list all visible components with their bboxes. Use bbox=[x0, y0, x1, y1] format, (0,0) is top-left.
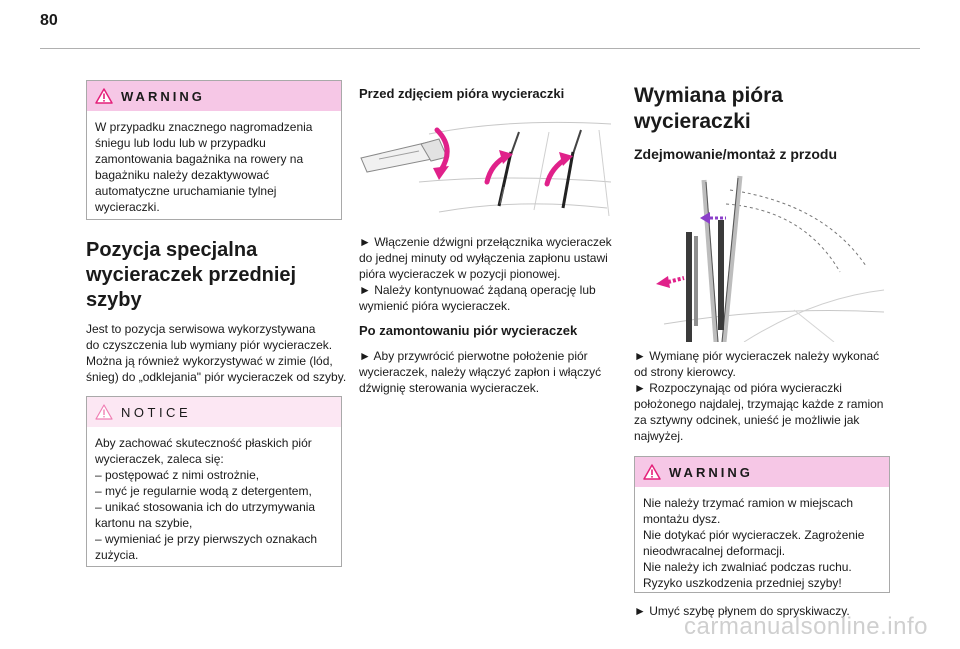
warning-title: WARNING bbox=[669, 464, 753, 480]
warning-triangle-icon bbox=[643, 464, 661, 480]
section-title-line: Pozycja specjalna bbox=[86, 239, 258, 261]
warning-triangle-icon bbox=[95, 88, 113, 104]
text-line: bagażniku należy dezaktywować bbox=[95, 168, 270, 182]
arrow-pink bbox=[656, 276, 684, 288]
text-line: dźwignię sterowania wycieraczek. bbox=[359, 381, 540, 395]
warning-box-2 bbox=[634, 456, 890, 593]
text-line: najwyżej. bbox=[634, 429, 684, 443]
text-line: położonego najdalej, trzymając każde z ramion bbox=[634, 397, 884, 411]
text-line: Aby zachować skuteczność płaskich piór bbox=[95, 436, 312, 450]
text-line: ► Należy kontynuować żądaną operację lub bbox=[359, 283, 596, 297]
main-title: Wymiana pióra wycieraczki bbox=[634, 84, 783, 133]
text-line: zamontowania bagażnika na rowery na bbox=[95, 152, 304, 166]
text-line: wymienić pióra wycieraczek. bbox=[359, 299, 511, 313]
text-line: – unikać stosowania ich do utrzymywania bbox=[95, 500, 316, 514]
text-line: nieodwracalnej deformacji. bbox=[643, 544, 786, 558]
text-line: od strony kierowcy. bbox=[634, 365, 736, 379]
text-line: wycieraczki. bbox=[95, 200, 160, 214]
column-3 bbox=[634, 83, 890, 619]
text-line: pióra wycieraczek w pozycji pionowej. bbox=[359, 267, 561, 281]
warning-text bbox=[635, 487, 889, 600]
notice-title: NOTICE bbox=[121, 404, 192, 420]
notice-box bbox=[86, 396, 342, 567]
section-text bbox=[86, 321, 347, 385]
notice-triangle-icon bbox=[95, 404, 113, 420]
footer-watermark[interactable]: carmanualsonline.info bbox=[684, 613, 928, 640]
text-line: Można ją również wykorzystywać w zimie (lód, bbox=[86, 354, 333, 368]
text-line: montażu dysz. bbox=[643, 512, 721, 526]
wiper-lever-illustration bbox=[359, 112, 615, 224]
text-line: do czyszczenia lub wymiany piór wycieraczek. bbox=[86, 338, 333, 352]
warning-title: WARNING bbox=[121, 88, 205, 104]
text-line: do jednej minuty od wyłączenia zapłonu ustawi bbox=[359, 251, 608, 265]
section-title bbox=[86, 238, 342, 313]
text-line: Nie należy ich zwalniać podczas ruchu. bbox=[643, 560, 852, 574]
text-line: – myć je regularnie wodą z detergentem, bbox=[95, 484, 312, 498]
text-line: ► Aby przywrócić pierwotne położenie piór bbox=[359, 349, 588, 363]
text-line: ► Włączenie dźwigni przełącznika wycieraczek bbox=[359, 235, 612, 249]
text-line: Nie dotykać piór wycieraczek. Zagrożenie bbox=[643, 528, 865, 542]
warning-box-header bbox=[635, 457, 889, 487]
after-installation-text bbox=[359, 348, 615, 396]
column-1 bbox=[86, 80, 347, 567]
section-title-line: wycieraczek przedniej szyby bbox=[86, 264, 297, 311]
notice-text bbox=[87, 427, 341, 572]
text-line: Ryzyko uszkodzenia przedniej szyby! bbox=[643, 576, 842, 590]
text-line: kartonu na szybie, bbox=[95, 516, 193, 530]
text-line: wycieraczek, zaleca się: bbox=[95, 452, 224, 466]
text-line: – postępować z nimi ostrożnie, bbox=[95, 468, 260, 482]
text-line: zużycia. bbox=[95, 548, 139, 562]
text-line: wycieraczek, należy włączyć zapłon i włączyć bbox=[359, 365, 602, 379]
text-line: – wymieniać je przy pierwszych oznakach bbox=[95, 532, 318, 546]
warning-box-header bbox=[87, 81, 341, 111]
text-line: ► Umyć szybę płynem do spryskiwaczy. bbox=[634, 604, 850, 618]
column-2 bbox=[359, 86, 615, 396]
heading-after-installation: Po zamontowaniu piór wycieraczek bbox=[359, 323, 578, 338]
warning-box bbox=[86, 80, 342, 220]
header-divider bbox=[40, 48, 920, 49]
heading-before-removal: Przed zdjęciem pióra wycieraczki bbox=[359, 86, 565, 101]
text-line: Jest to pozycja serwisowa wykorzystywana bbox=[86, 322, 316, 336]
text-line: automatyczne uruchamianie tylnej bbox=[95, 184, 277, 198]
notice-box-header bbox=[87, 397, 341, 427]
replacement-text bbox=[634, 348, 890, 444]
text-line: za sztywny odcinek, unieść je możliwie jak bbox=[634, 413, 860, 427]
subtitle-front: Zdejmowanie/montaż z przodu bbox=[634, 146, 838, 162]
text-line: śniegu lub lodu lub w przypadku bbox=[95, 136, 266, 150]
warning-text bbox=[87, 111, 341, 224]
text-line: ► Wymianę piór wycieraczek należy wykonać bbox=[634, 349, 880, 363]
before-removal-text bbox=[359, 234, 615, 314]
text-line: Nie należy trzymać ramion w miejscach bbox=[643, 496, 854, 510]
page-number: 80 bbox=[40, 12, 58, 29]
wiper-blade-illustration bbox=[634, 170, 890, 342]
text-line: ► Rozpoczynając od pióra wycieraczki bbox=[634, 381, 842, 395]
text-line: śnieg) do „odklejania" piór wycieraczek od szyby. bbox=[86, 370, 347, 384]
text-line: W przypadku znacznego nagromadzenia bbox=[95, 120, 313, 134]
